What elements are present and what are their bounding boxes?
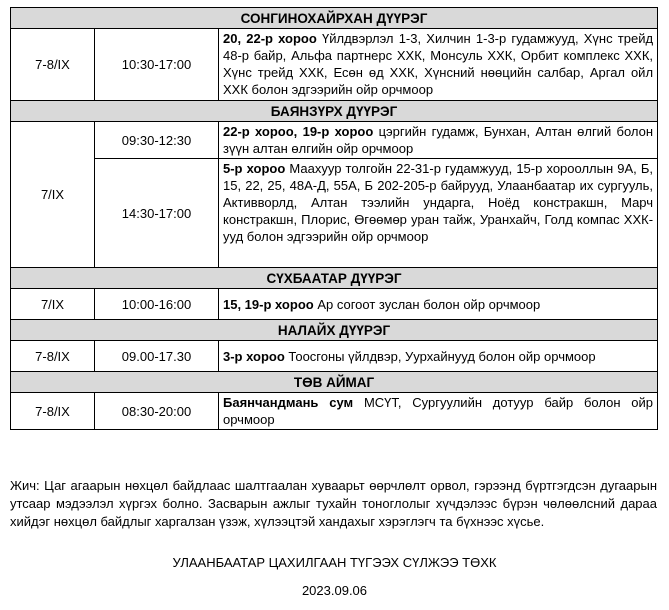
- location-details: Тоосгоны үйлдвэр, Уурхайнууд болон ойр орчмоор: [288, 349, 596, 364]
- district-header: СҮХБААТАР ДҮҮРЭГ: [11, 268, 658, 289]
- area-label: 15, 19-р хороо: [223, 297, 314, 312]
- district-header-row: [11, 320, 658, 341]
- location-cell: [219, 341, 658, 372]
- document-date: 2023.09.06: [301, 583, 368, 598]
- district-header-row: [11, 101, 658, 122]
- footnote: Жич: Цаг агаарын нөхцөл байдлаас шалтгаалан хуваарьт өөрчлөлт орвол, гэрээнд бүртгэгдсэн дугаарын утсаар мэдээлэл хүргэх болно. Засварын ажлыг тухайн тоноглолыг хүчдэлээс бүрэн чөлөөлсний дараа хийдэг нөхцөл байдлыг харгалзан үзэж, хүлээцтэй хандахыг хэрэглэгч та бүхнээс хүсье.: [10, 478, 657, 529]
- time-cell: 09.00-17.30: [95, 341, 219, 372]
- district-header: СОНГИНОХАЙРХАН ДҮҮРЭГ: [11, 8, 658, 29]
- time-cell: 10:30-17:00: [95, 29, 219, 101]
- location-details: цэргийн гудамж, Бунхан, Алтан өлгий болон зүүн алтан өлгийн ойр орчмоор: [223, 124, 654, 156]
- location-cell: [219, 159, 658, 268]
- location-cell: [219, 29, 658, 101]
- table-row: [11, 393, 658, 430]
- location-details: Ар согоот зуслан болон ойр орчмоор: [317, 297, 541, 312]
- date-cell: 7/IX: [11, 122, 95, 268]
- district-header-row: [11, 8, 658, 29]
- date-cell: 7/IX: [11, 289, 95, 320]
- area-label: 20, 22-р хороо: [223, 31, 317, 46]
- area-label: 5-р хороо: [223, 161, 286, 176]
- location-cell: [219, 393, 658, 430]
- district-header: ТӨВ АЙМАГ: [11, 372, 658, 393]
- table-row: [11, 122, 658, 159]
- date-cell: 7-8/IX: [11, 341, 95, 372]
- table-row: [11, 29, 658, 101]
- district-header: БАЯНЗҮРХ ДҮҮРЭГ: [11, 101, 658, 122]
- time-cell: 14:30-17:00: [95, 159, 219, 268]
- location-cell: [219, 122, 658, 159]
- location-cell: [219, 289, 658, 320]
- organization-name: УЛААНБААТАР ЦАХИЛГААН ТҮГЭЭХ СҮЛЖЭЭ ТӨХК: [172, 555, 497, 570]
- district-header: НАЛАЙХ ДҮҮРЭГ: [11, 320, 658, 341]
- date-cell: 7-8/IX: [11, 29, 95, 101]
- table-row: [11, 159, 658, 268]
- date-cell: 7-8/IX: [11, 393, 95, 430]
- table-row: [11, 289, 658, 320]
- time-cell: 09:30-12:30: [95, 122, 219, 159]
- time-cell: 10:00-16:00: [95, 289, 219, 320]
- table-row: [11, 341, 658, 372]
- location-details: МСҮТ, Сургуулийн дотуур байр болон ойр орчмоор: [223, 395, 654, 427]
- location-details: Үйлдвэрлэл 1-3, Хилчин 1-3-р гудамжууд, Хүнс трейд 48-р байр, Альфа партнерс ХХК, Монсуль ХХК, Орбит комплекс ХХК, Хүнс трейд ХХК, Есөн өд ХХК, Хүнсний нөөцийн салбар, Аргал ойл ХХК болон эдгээрийн ойр орчмоор: [223, 31, 654, 97]
- district-header-row: [11, 372, 658, 393]
- time-cell: 08:30-20:00: [95, 393, 219, 430]
- outage-schedule-table: [10, 7, 658, 430]
- area-label: 22-р хороо, 19-р хороо: [223, 124, 374, 139]
- location-details: Маахуур толгойн 22-31-р гудамжууд, 15-р хорооллын 9А, Б, 15, 22, 25, 48А-Д, 55А, Б 202-205-р байрууд, Улаанбаатар их сургууль, Активворлд, Алтан тээлийн ундарга, Ноёд констракшн, Марч констракшн, Плорис, Өгөөмөр уран тайж, Уранхайч, Голд компас ХХК-ууд болон эдгээрийн ойр орчмоор: [223, 161, 654, 244]
- district-header-row: [11, 268, 658, 289]
- area-label: 3-р хороо: [223, 349, 285, 364]
- area-label: Баянчандмань сум: [223, 395, 354, 410]
